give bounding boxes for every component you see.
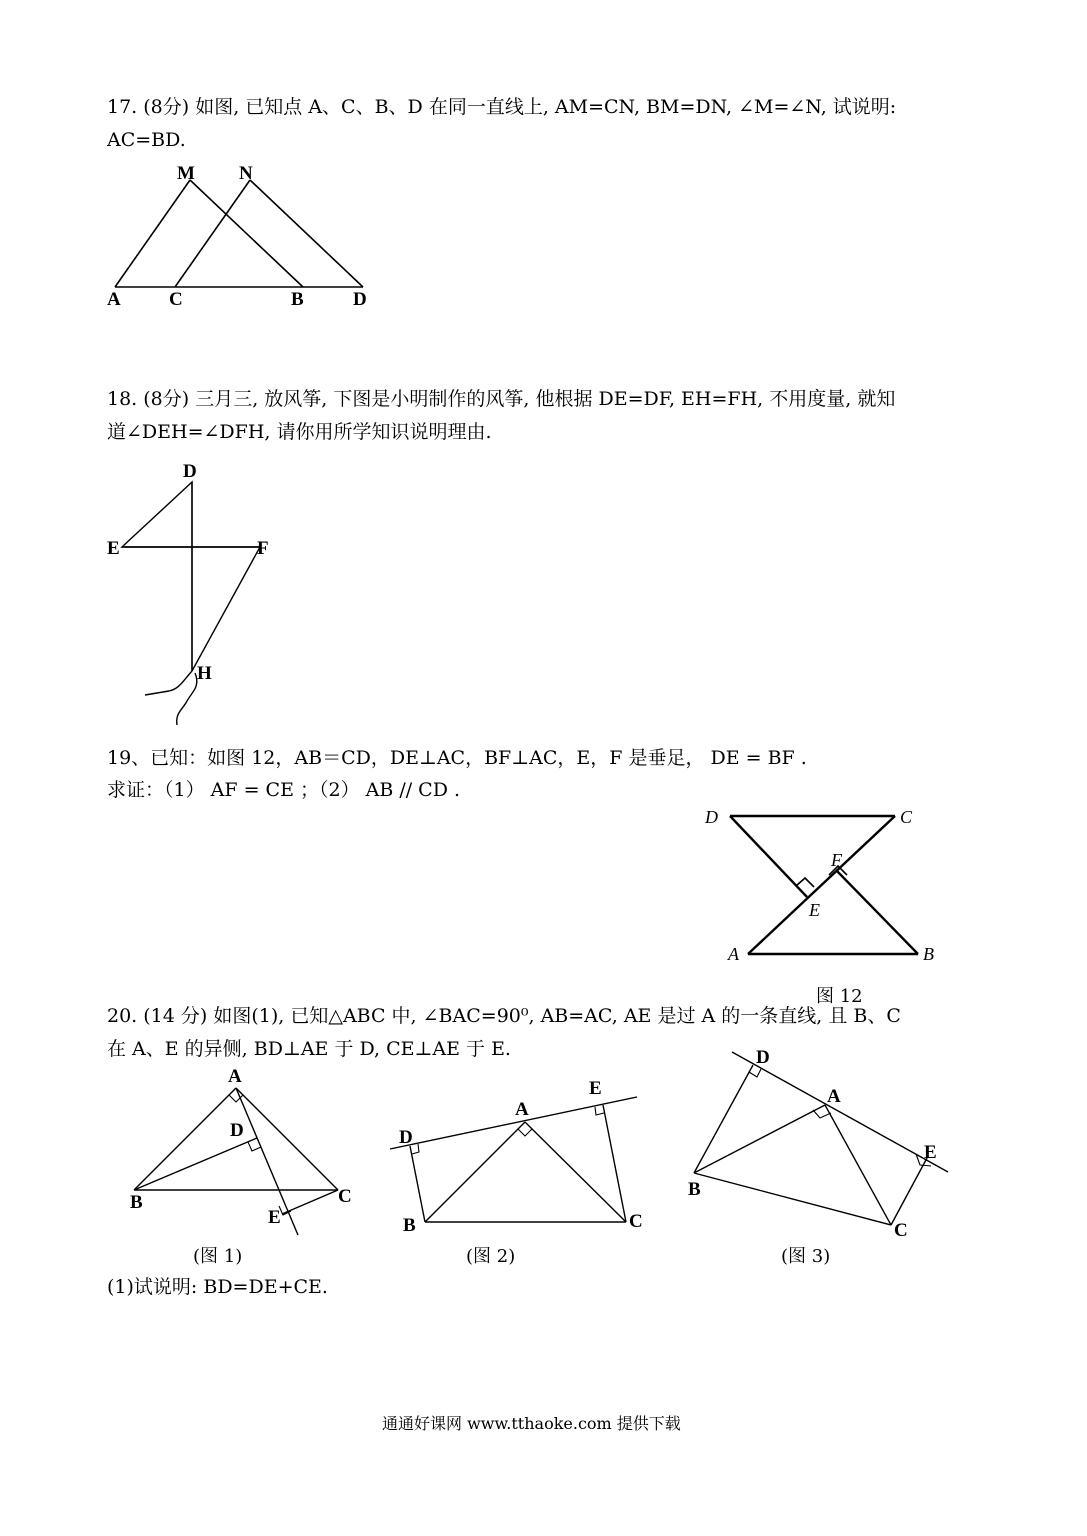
p17-label-d: D — [353, 289, 367, 310]
p18-kite-string-1 — [145, 671, 192, 695]
p17-label-m: M — [177, 163, 195, 184]
p20-fig2-right-angle-a — [518, 1129, 532, 1136]
p20-text-line1: 20. (14 分) 如图(1), 已知△ABC 中, ∠BAC=90⁰, AB=AC, AE 是过 A 的一条直线, 且 B、C — [107, 1005, 901, 1027]
p20-fig3-segment-bc — [694, 1173, 891, 1225]
p19-label-c: C — [900, 807, 913, 827]
p17-segment-am — [115, 180, 190, 287]
p18-kite-figure — [95, 455, 295, 735]
p18-text-line2: 道∠DEH=∠DFH, 请你用所学知识说明理由. — [107, 421, 492, 443]
p20-fig3-segment-ce — [891, 1158, 927, 1225]
p18-kite-string-2 — [177, 673, 197, 725]
p20-fig1-segment-ac — [236, 1088, 338, 1190]
p20-fig1-segment-bd — [134, 1138, 257, 1190]
p20-fig3-segment-bd — [694, 1065, 753, 1173]
p18-kite-outline — [122, 482, 260, 671]
p20-figure-3 — [682, 1040, 957, 1240]
p17-figure — [95, 155, 395, 315]
p20-fig1-caption: (图 1) — [193, 1246, 243, 1267]
p17-label-n: N — [239, 163, 253, 184]
p20-fig2-right-angle-e — [595, 1107, 604, 1115]
p17-label-c: C — [169, 289, 183, 310]
p20-fig3-line-de — [732, 1052, 948, 1172]
p20-fig3-label-a: A — [827, 1086, 841, 1107]
p17-segment-nd — [250, 180, 363, 287]
p17-segment-mb — [190, 180, 303, 287]
p20-fig1-segment-ce — [282, 1190, 338, 1214]
p19-segment-ac — [748, 816, 895, 954]
p20-fig3-caption: (图 3) — [781, 1246, 831, 1267]
p20-figure-2 — [385, 1075, 655, 1235]
p18-label-e: E — [107, 538, 120, 559]
p17-segment-cn — [175, 180, 250, 287]
page-footer: 通通好课网 www.tthaoke.com 提供下载 — [382, 1414, 681, 1433]
p20-fig3-label-d: D — [756, 1047, 770, 1068]
p20-fig2-label-b: B — [403, 1215, 416, 1236]
p20-fig2-line-de — [390, 1097, 637, 1149]
p20-fig2-caption: (图 2) — [466, 1246, 516, 1267]
p19-right-angle-e — [796, 878, 814, 887]
p18-label-d: D — [183, 461, 197, 482]
p17-text-line2: AC=BD. — [107, 129, 186, 151]
p20-fig2-label-c: C — [629, 1211, 643, 1232]
p20-fig2-segment-ce — [603, 1105, 626, 1222]
p18-label-h: H — [197, 663, 212, 684]
p20-fig2-segment-ab — [425, 1122, 525, 1222]
p20-fig3-segment-ab — [694, 1105, 825, 1173]
p20-fig1-label-a: A — [228, 1066, 242, 1087]
p20-fig2-segment-ac — [525, 1122, 626, 1222]
p19-segment-bf — [836, 870, 918, 954]
p20-fig2-right-angle-d — [412, 1144, 419, 1154]
p20-fig2-segment-bd — [410, 1146, 425, 1222]
p19-label-b: B — [923, 944, 934, 964]
p19-figure — [695, 800, 955, 970]
p17-label-a: A — [107, 289, 121, 310]
p20-question-1: (1)试说明: BD=DE+CE. — [107, 1276, 328, 1298]
p19-segment-de — [730, 816, 807, 897]
p19-text-line1: 19、已知：如图 12，AB＝CD，DE⊥AC，BF⊥AC，E，F 是垂足， DE = BF . — [107, 747, 807, 769]
p19-label-a: A — [728, 944, 739, 964]
p20-fig1-label-e: E — [268, 1207, 281, 1228]
p20-fig3-label-c: C — [894, 1220, 908, 1241]
p17-label-b: B — [291, 289, 304, 310]
p20-text-line2: 在 A、E 的异侧, BD⊥AE 于 D, CE⊥AE 于 E. — [107, 1038, 511, 1060]
p20-fig3-segment-ac — [825, 1105, 891, 1225]
p19-figure-caption: 图 12 — [816, 986, 863, 1007]
p20-fig1-label-b: B — [130, 1192, 143, 1213]
p19-text-line2: 求证：（1） AF = CE ；（2） AB // CD . — [107, 779, 461, 801]
p20-fig1-label-d: D — [230, 1120, 244, 1141]
p20-fig3-label-e: E — [924, 1142, 937, 1163]
p17-text-line1: 17. (8分) 如图, 已知点 A、C、B、D 在同一直线上, AM=CN, BM=DN, ∠M=∠N, 试说明: — [107, 96, 897, 118]
p20-fig3-label-b: B — [688, 1179, 701, 1200]
p20-fig1-segment-ab — [134, 1088, 236, 1190]
p20-fig2-label-a: A — [515, 1099, 529, 1120]
p20-fig2-label-d: D — [399, 1127, 413, 1148]
p18-text-line1: 18. (8分) 三月三, 放风筝, 下图是小明制作的风筝, 他根据 DE=DF, EH=FH, 不用度量, 就知 — [107, 388, 896, 410]
p20-fig1-label-c: C — [338, 1186, 352, 1207]
p18-label-f: F — [257, 538, 269, 559]
p19-label-f: F — [831, 850, 842, 870]
p20-fig1-line-ae — [236, 1088, 298, 1235]
p19-label-e: E — [809, 900, 820, 920]
p19-label-d: D — [705, 807, 718, 827]
p20-fig2-label-e: E — [589, 1078, 602, 1099]
p20-figure-1 — [120, 1060, 370, 1240]
